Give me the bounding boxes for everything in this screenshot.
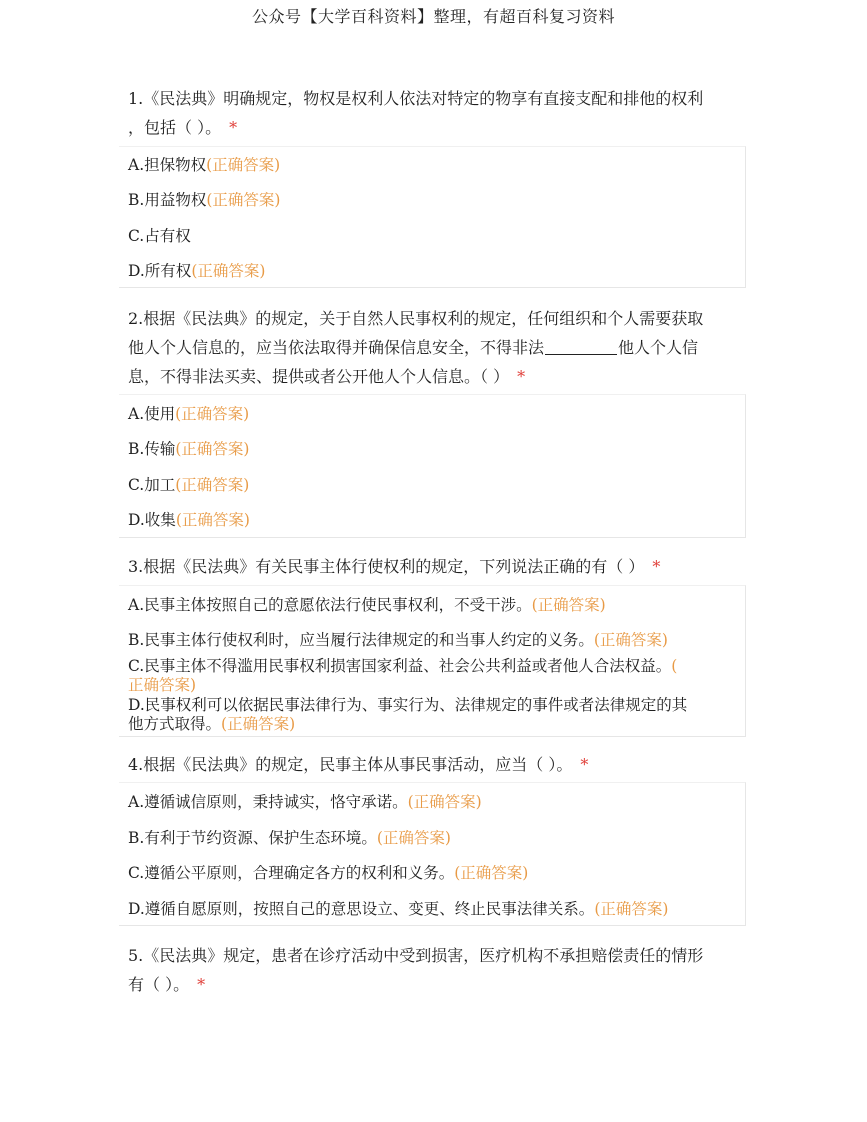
question-3-line1: 3.根据《民法典》有关民事主体行使权利的规定，下列说法正确的有（ ） * — [128, 557, 661, 576]
correct-answer-tag: (正确答案) — [206, 156, 281, 174]
question-1-options — [119, 146, 746, 288]
correct-answer-tag-part: ( — [671, 657, 678, 675]
page-header: 公众号【大学百科资料】整理，有超百科复习资料 — [251, 7, 615, 26]
option-b[interactable]: B.民事主体行使权利时，应当履行法律规定的和当事人约定的义务。(正确答案) — [128, 631, 668, 649]
question-4-options — [119, 782, 746, 926]
question-2-line1: 2.根据《民法典》的规定，关于自然人民事权利的规定，任何组织和个人需要获取 — [128, 309, 704, 328]
required-star: * — [229, 118, 238, 137]
option-c[interactable]: C.加工(正确答案) — [128, 476, 250, 494]
option-c[interactable]: C.占有权 — [128, 227, 191, 245]
required-star: * — [197, 975, 206, 994]
question-4-line1: 4.根据《民法典》的规定，民事主体从事民事活动，应当（ ）。 * — [128, 755, 589, 774]
fill-blank — [545, 338, 617, 355]
correct-answer-tag: (正确答案) — [175, 511, 250, 529]
correct-answer-tag: (正确答案) — [175, 440, 250, 458]
option-c[interactable]: C.遵循公平原则，合理确定各方的权利和义务。(正确答案) — [128, 864, 529, 882]
option-a[interactable]: A.遵循诚信原则，秉持诚实，恪守承诺。(正确答案) — [128, 793, 482, 811]
option-a[interactable]: A.民事主体按照自己的意愿依法行使民事权利，不受干涉。(正确答案) — [128, 596, 606, 614]
correct-answer-tag: (正确答案) — [407, 793, 482, 811]
correct-answer-tag: (正确答案) — [454, 864, 529, 882]
question-2-title — [128, 304, 740, 391]
option-a[interactable]: A.使用(正确答案) — [128, 405, 250, 423]
correct-answer-tag: (正确答案) — [376, 829, 451, 847]
correct-answer-tag: (正确答案) — [175, 476, 250, 494]
question-1-line2: ，包括（ ）。 * — [128, 118, 238, 137]
question-5-title — [128, 941, 740, 999]
required-star: * — [652, 557, 661, 576]
correct-answer-tag: (正确答案) — [221, 715, 296, 733]
option-d[interactable]: D.收集(正确答案) — [128, 511, 250, 529]
option-b[interactable]: B.有利于节约资源、保护生态环境。(正确答案) — [128, 829, 451, 847]
question-2-line2: 他人个人信息的，应当依法取得并确保信息安全，不得非法 他人个人信 — [128, 338, 699, 357]
option-d[interactable]: D.遵循自愿原则，按照自己的意思设立、变更、终止民事法律关系。(正确答案) — [128, 900, 669, 918]
required-star: * — [580, 755, 589, 774]
question-4-title — [128, 750, 740, 779]
option-c[interactable]: C.民事主体不得滥用民事权利损害国家利益、社会公共利益或者他人合法权益。( 正确答案) — [128, 657, 740, 695]
option-b[interactable]: B.传输(正确答案) — [128, 440, 250, 458]
correct-answer-tag-part: 正确答案) — [128, 676, 197, 694]
correct-answer-tag: (正确答案) — [593, 631, 668, 649]
question-2-line3: 息，不得非法买卖、提供或者公开他人个人信息。（ ） * — [128, 367, 526, 386]
option-a[interactable]: A.担保物权(正确答案) — [128, 156, 281, 174]
correct-answer-tag: (正确答案) — [175, 405, 250, 423]
correct-answer-tag: (正确答案) — [191, 262, 266, 280]
correct-answer-tag: (正确答案) — [594, 900, 669, 918]
required-star: * — [517, 367, 526, 386]
question-3-title — [128, 552, 740, 581]
question-3-options — [119, 585, 746, 737]
question-5-line2: 有（ ）。 * — [128, 975, 206, 994]
question-2-options — [119, 394, 746, 538]
correct-answer-tag: (正确答案) — [531, 596, 606, 614]
option-d[interactable]: D.民事权利可以依据民事法律行为、事实行为、法律规定的事件或者法律规定的其 他方式取得。(正确答案) — [128, 696, 688, 733]
question-1-title — [128, 84, 740, 142]
question-5-line1: 5.《民法典》规定，患者在诊疗活动中受到损害，医疗机构不承担赔偿责任的情形 — [128, 946, 704, 965]
correct-answer-tag: (正确答案) — [206, 191, 281, 209]
question-1-line1: 1.《民法典》明确规定，物权是权利人依法对特定的物享有直接支配和排他的权利 — [128, 89, 704, 108]
option-b[interactable]: B.用益物权(正确答案) — [128, 191, 281, 209]
option-d[interactable]: D.所有权(正确答案) — [128, 262, 266, 280]
